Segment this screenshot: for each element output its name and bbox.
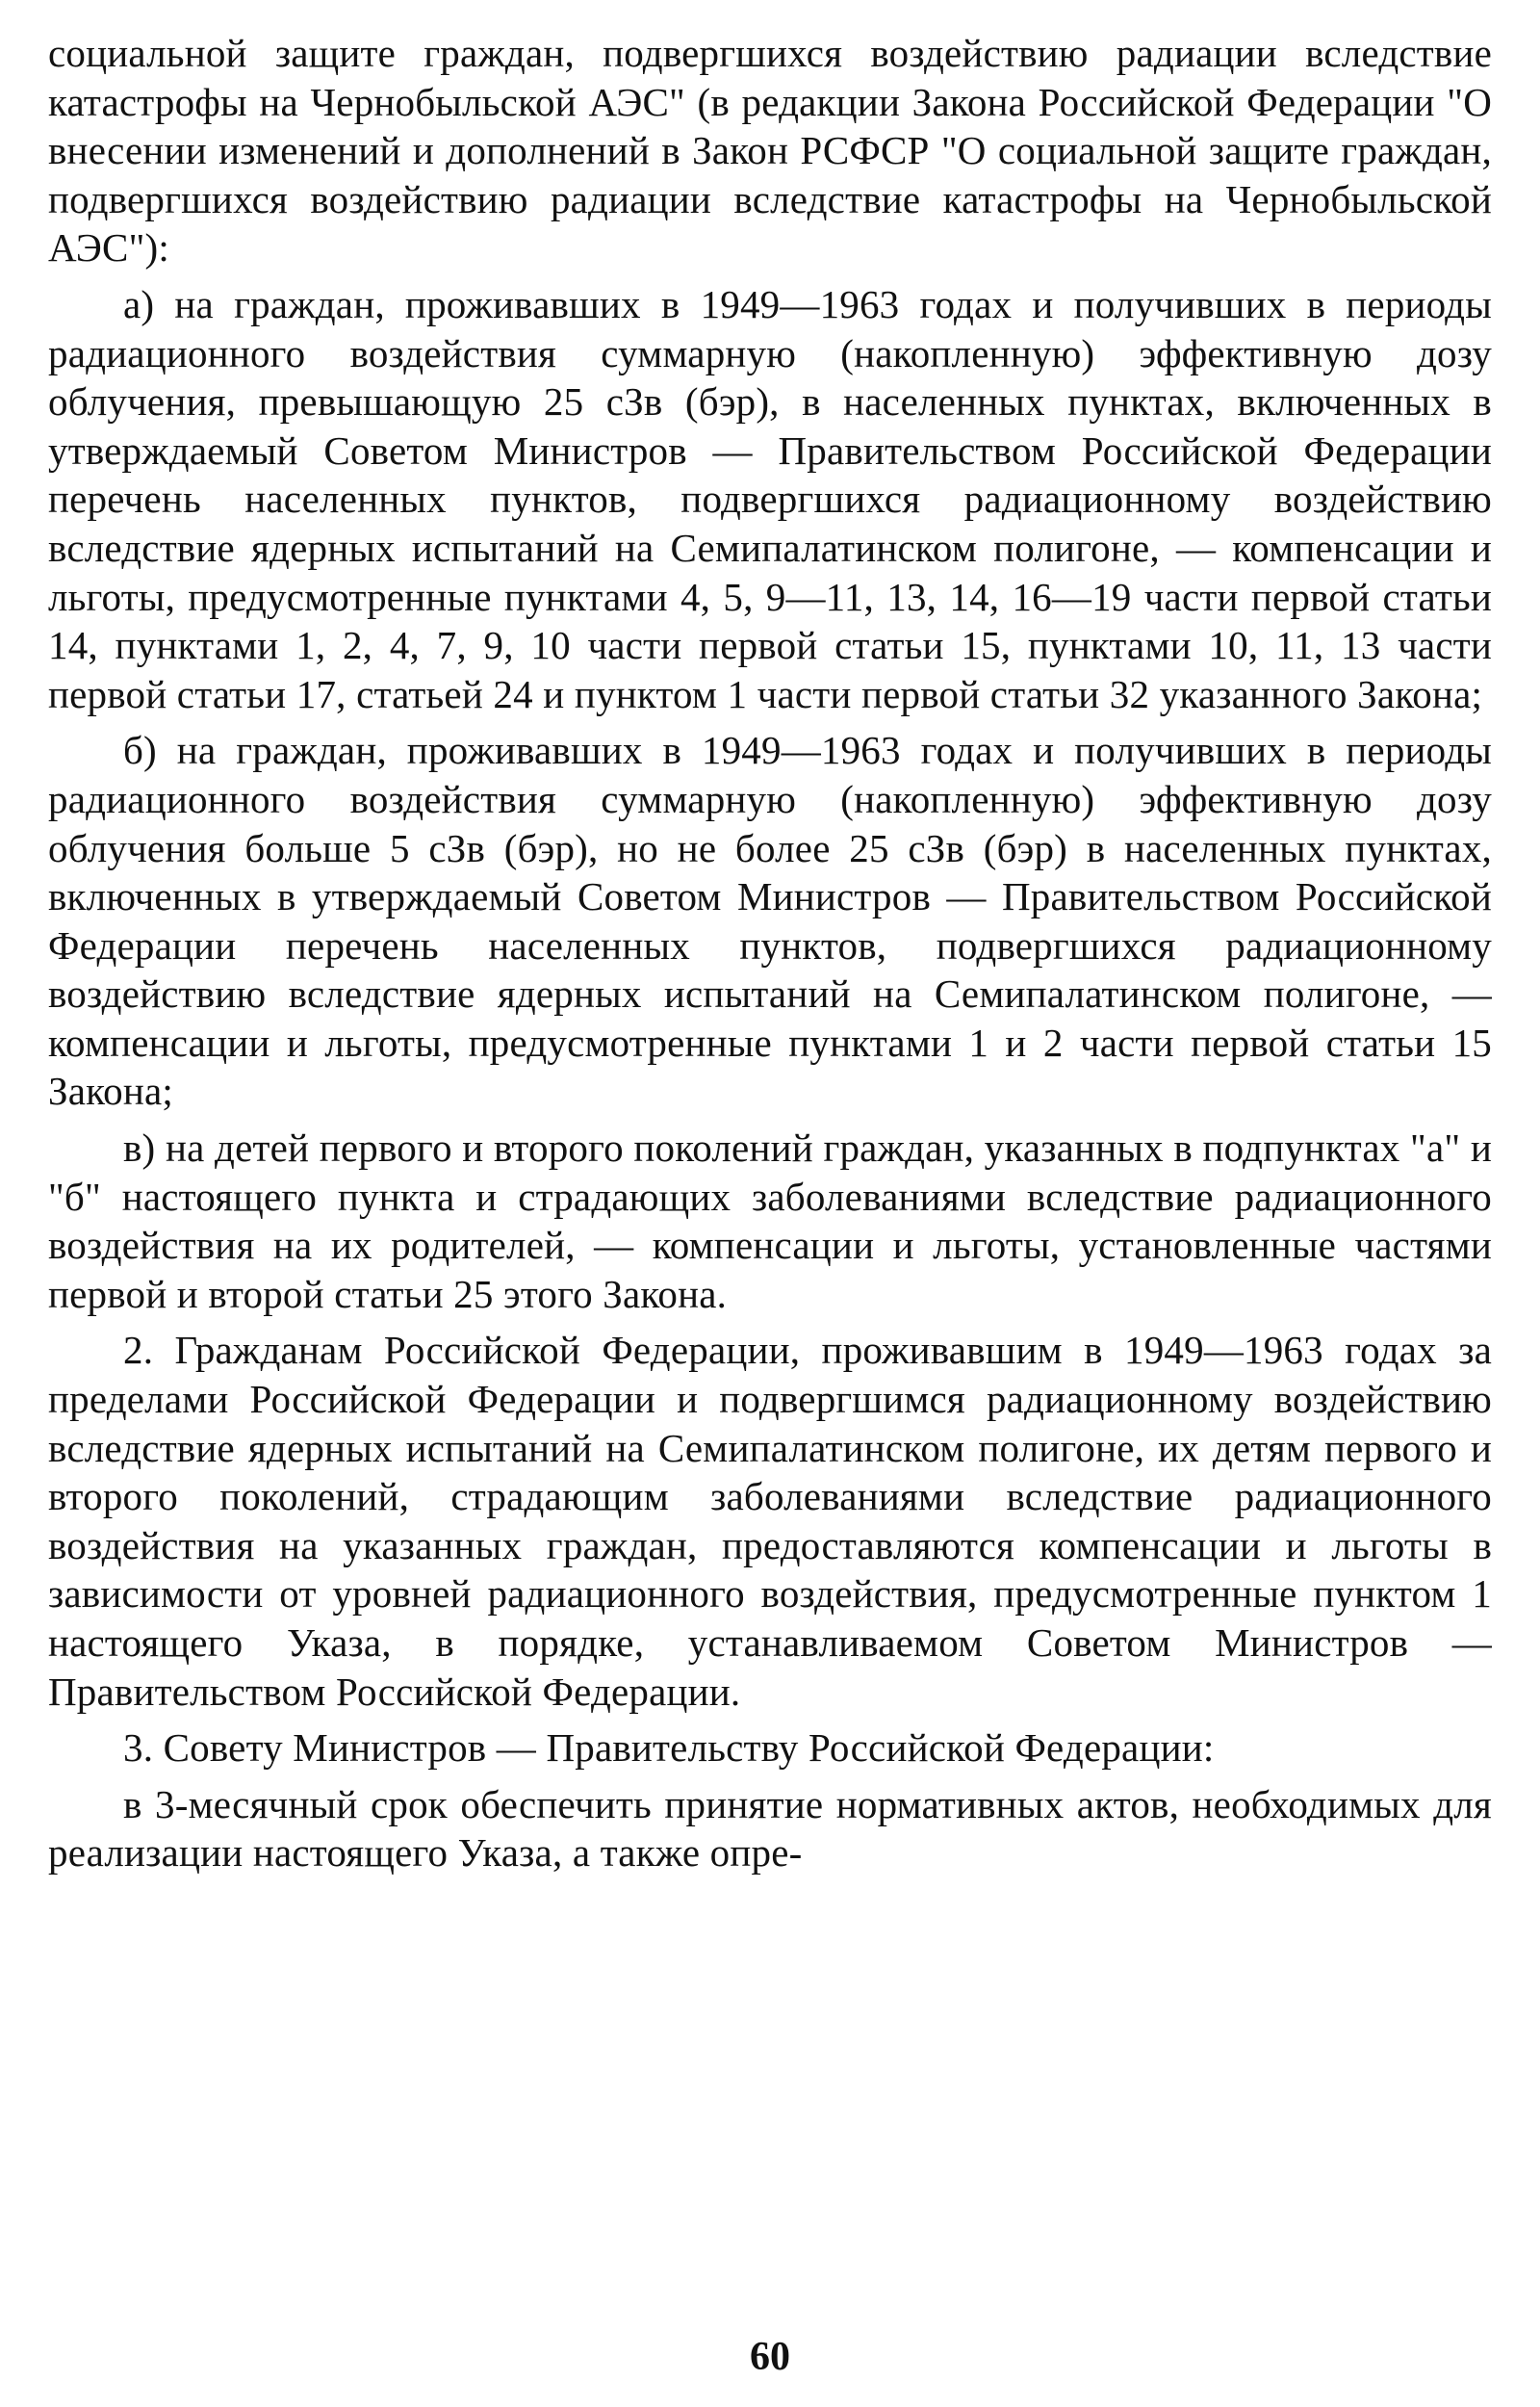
paragraph-item-v: в) на детей первого и второго поколений граждан, указанных в подпунктах "а" и "б" настоящего пункта и страдающих заболеваниями вследствие радиационного воздействия на их родителей, — компенсации и льготы, установленные частями первой и второй статьи 25 этого Закона. [48,1126,1492,1316]
paragraph-point-3-text: в 3-месячный срок обеспечить принятие нормативных актов, необходимых для реализации настоящего Указа, а также опре- [48,1781,1492,1876]
document-page [48,29,1492,1885]
page-number: 60 [750,2335,790,2379]
paragraph-point-3: 3. Совету Министров — Правительству Российской Федерации: [123,1725,1215,1771]
paragraph-item-b: б) на граждан, проживавших в 1949—1963 годах и получивших в периоды радиационного воздействия суммарную (накопленную) эффективную дозу облучения больше 5 сЗв (бэр), но не более 25 сЗв (бэр) в населенных пунктах, включенных в утверждаемый Советом Министров — Правительством Российской Федерации перечень населенных пунктов, подвергшихся радиационному воздействию вследствие ядерных испытаний на Семипалатинском полигоне, — компенсации и льготы, предусмотренные пунктами 1 и 2 части первой статьи 15 Закона; [48,728,1492,1114]
paragraph-point-2: 2. Гражданам Российской Федерации, проживавшим в 1949—1963 годах за пределами Российской Федерации и подвергшимся радиационному воздействию вследствие ядерных испытаний на Семипалатинском полигоне, их детям первого и второго поколений, страдающим заболеваниями вследствие радиационного воздействия на указанных граждан, предоставляются компенсации и льготы в зависимости от уровней радиационного воздействия, предусмотренные пунктом 1 настоящего Указа, в порядке, устанавливаемом Советом Министров — Правительством Российской Федерации. [48,1328,1492,1714]
paragraph-intro: социальной защите граждан, подвергшихся воздействию радиации вследствие катастрофы на Чернобыльской АЭС" (в редакции Закона Российской Федерации "О внесении изменений и дополнений в Закон РСФСР "О социальной защите граждан, подвергшихся воздействию радиации вследствие катастрофы на Чернобыльской АЭС"): [48,31,1492,271]
paragraph-item-a: а) на граждан, проживавших в 1949—1963 годах и получивших в периоды радиационного воздействия суммарную (накопленную) эффективную дозу облучения, превышающую 25 сЗв (бэр), в населенных пунктах, включенных в утверждаемый Советом Министров — Правительством Российской Федерации перечень населенных пунктов, подвергшихся радиационному воздействию вследствие ядерных испытаний на Семипалатинском полигоне, — компенсации и льготы, предусмотренные пунктами 4, 5, 9—11, 13, 14, 16—19 части первой статьи 14, пунктами 1, 2, 4, 7, 9, 10 части первой статьи 15, пунктами 10, 11, 13 части первой статьи 17, статьей 24 и пунктом 1 части первой статьи 32 указанного Закона; [48,281,1492,716]
